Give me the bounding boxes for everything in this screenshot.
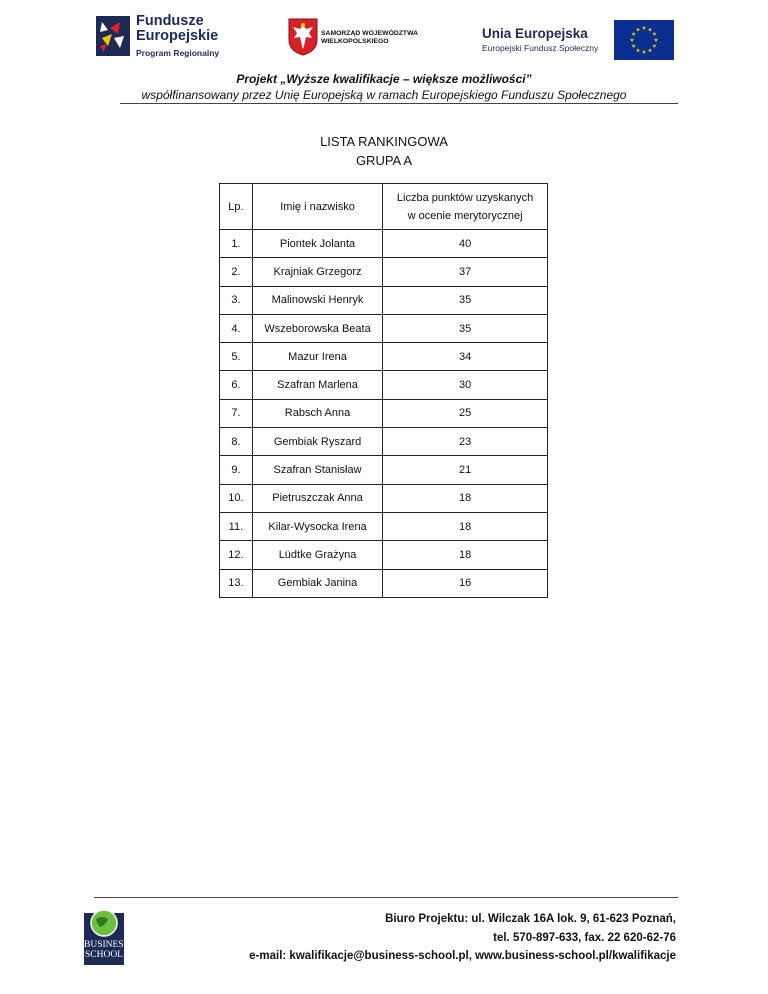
regional-logo-line1: SAMORZĄD WOJEWÓDZTWA bbox=[321, 30, 419, 37]
row-name: Kilar-Wysocka Irena bbox=[252, 512, 382, 540]
header-points bbox=[383, 184, 548, 230]
table-row bbox=[220, 569, 548, 597]
row-name: Krajniak Grzegorz bbox=[252, 258, 382, 286]
eu-logo-line2: Europejski Fundusz Społeczny bbox=[482, 43, 599, 53]
row-points: 18 bbox=[383, 541, 548, 569]
row-points: 18 bbox=[383, 512, 548, 540]
eu-funds-star-icon bbox=[96, 16, 130, 56]
footer-phone: tel. 570-897-633, fax. 22 620-62-76 bbox=[493, 932, 676, 944]
row-points: 18 bbox=[383, 484, 548, 512]
row-points: 30 bbox=[383, 371, 548, 399]
header-name: Imię i nazwisko bbox=[252, 184, 382, 230]
document-subtitle: GRUPA A bbox=[355, 153, 413, 168]
table-row bbox=[220, 399, 548, 427]
business-school-line1: BUSINESS bbox=[84, 940, 129, 950]
table-row bbox=[220, 428, 548, 456]
header-divider bbox=[120, 103, 678, 104]
row-points: 25 bbox=[383, 399, 548, 427]
row-lp: 1. bbox=[220, 230, 253, 258]
row-name: Mazur Irena bbox=[252, 343, 382, 371]
funds-logo-line3: Program Regionalny bbox=[136, 48, 220, 58]
eu-logo-line1: Unia Europejska bbox=[482, 26, 588, 41]
row-name: Lüdtke Grażyna bbox=[252, 541, 382, 569]
eu-logo-text bbox=[482, 26, 602, 53]
row-lp: 8. bbox=[220, 428, 253, 456]
row-name: Rabsch Anna bbox=[252, 399, 382, 427]
row-lp: 13. bbox=[220, 569, 253, 597]
table-row bbox=[220, 286, 548, 314]
row-points: 23 bbox=[383, 428, 548, 456]
table-row bbox=[220, 541, 548, 569]
table-row bbox=[220, 456, 548, 484]
business-school-line2: SCHOOL bbox=[84, 950, 123, 960]
row-name: Malinowski Henryk bbox=[252, 286, 382, 314]
row-points: 37 bbox=[383, 258, 548, 286]
row-lp: 7. bbox=[220, 399, 253, 427]
row-name: Gembiak Ryszard bbox=[252, 428, 382, 456]
row-points: 35 bbox=[383, 286, 548, 314]
row-name: Piontek Jolanta bbox=[252, 230, 382, 258]
funds-logo bbox=[96, 14, 246, 62]
row-name: Pietruszczak Anna bbox=[252, 484, 382, 512]
funds-logo-line2: Europejskie bbox=[136, 28, 219, 44]
row-points: 35 bbox=[383, 314, 548, 342]
row-lp: 10. bbox=[220, 484, 253, 512]
footer-address: Biuro Projektu: ul. Wilczak 16A lok. 9, 61-623 Poznań, bbox=[385, 913, 676, 925]
header-points-label: Liczba punktów uzyskanych w ocenie merytorycznej bbox=[396, 191, 534, 222]
row-points: 21 bbox=[383, 456, 548, 484]
table-row bbox=[220, 258, 548, 286]
table-row bbox=[220, 512, 548, 540]
row-name: Szafran Stanisław bbox=[252, 456, 382, 484]
table-row bbox=[220, 484, 548, 512]
row-name: Szafran Marlena bbox=[252, 371, 382, 399]
eagle-coat-of-arms-icon bbox=[288, 18, 318, 56]
header-lp: Lp. bbox=[220, 184, 253, 230]
funds-logo-text bbox=[136, 14, 219, 60]
table-header-row bbox=[220, 184, 548, 230]
footer-contact: e-mail: kwalifikacje@business-school.pl, www.business-school.pl/kwalifikacje bbox=[249, 950, 676, 962]
row-lp: 9. bbox=[220, 456, 253, 484]
row-name: Gembiak Janina bbox=[252, 569, 382, 597]
row-points: 40 bbox=[383, 230, 548, 258]
row-points: 34 bbox=[383, 343, 548, 371]
row-lp: 12. bbox=[220, 541, 253, 569]
row-lp: 2. bbox=[220, 258, 253, 286]
regional-logo-line2: WIELKOPOLSKIEGO bbox=[321, 38, 389, 45]
eu-flag-icon bbox=[614, 20, 674, 60]
regional-logo bbox=[288, 18, 428, 58]
regional-logo-text bbox=[321, 30, 418, 46]
table-row bbox=[220, 371, 548, 399]
table-row bbox=[220, 230, 548, 258]
row-lp: 11. bbox=[220, 512, 253, 540]
row-name: Wszeborowska Beata bbox=[252, 314, 382, 342]
project-title: Projekt „Wyższe kwalifikacje – większe możliwości” bbox=[236, 72, 532, 86]
row-lp: 6. bbox=[220, 371, 253, 399]
funds-logo-line1: Fundusze bbox=[136, 13, 204, 29]
row-lp: 4. bbox=[220, 314, 253, 342]
row-lp: 5. bbox=[220, 343, 253, 371]
table-row bbox=[220, 343, 548, 371]
table-row bbox=[220, 314, 548, 342]
project-cofinanced: współfinansowany przez Unię Europejską w ramach Europejskiego Funduszu Społecznego bbox=[141, 88, 627, 102]
footer-divider bbox=[94, 897, 678, 898]
row-points: 16 bbox=[383, 569, 548, 597]
ranking-table bbox=[219, 183, 548, 598]
document-title: LISTA RANKINGOWA bbox=[320, 134, 448, 149]
row-lp: 3. bbox=[220, 286, 253, 314]
